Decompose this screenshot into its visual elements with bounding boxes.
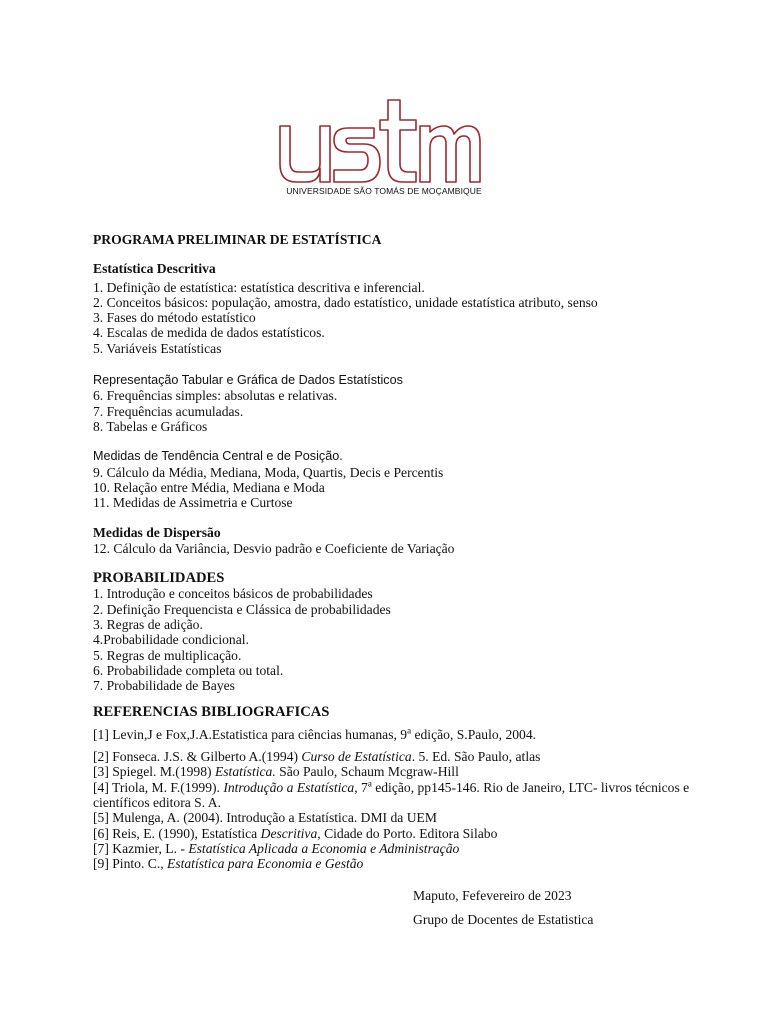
list-item: 2. Definição Frequencista e Clássica de probabilidades xyxy=(93,601,391,617)
list-item: 11. Medidas de Assimetria e Curtose xyxy=(93,495,293,511)
list-item: 4. Escalas de medida de dados estatísticos. xyxy=(93,325,325,341)
reference-item: [3] Spiegel. M.(1998) Estatística. São Paulo, Schaum Mcgraw-Hill xyxy=(93,764,459,780)
reference-item: [4] Triola, M. F.(1999). Introdução a Estatística, 7$^a$ edição, pp145-146. Rio de Janeiro, LTC- livros técnicos e científicos editora S. A. xyxy=(93,778,690,810)
list-item: 2. Conceitos básicos: população, amostra, dado estatístico, unidade estatística atributo, senso xyxy=(93,294,598,310)
list-item: 4.Probabilidade condicional. xyxy=(93,632,249,648)
section-title: PROBABILIDADES xyxy=(93,570,225,587)
reference-item: [9] Pinto. C., Estatística para Economia e Gestão xyxy=(93,856,364,872)
list-item: 5. Regras de multiplicação. xyxy=(93,647,242,663)
references-section xyxy=(93,705,713,871)
section-dispersao xyxy=(93,525,713,556)
page-title: PROGRAMA PRELIMINAR DE ESTATÍSTICA xyxy=(93,232,382,247)
reference-item: [7] Kazmier, L. - Estatística Aplicada a Economia e Administração xyxy=(93,840,460,856)
section-title: Estatística Descritiva xyxy=(93,261,216,277)
list-item: 10. Relação entre Média, Mediana e Moda xyxy=(93,479,325,495)
section-title: Medidas de Dispersão xyxy=(93,525,221,541)
list-item: 3. Fases do método estatístico xyxy=(93,310,256,326)
list-item: 5. Variáveis Estatísticas xyxy=(93,340,222,356)
reference-item: [2] Fonseca. J.S. & Gilberto A.(1994) Curso de Estatística. 5. Ed. São Paulo, atlas xyxy=(93,749,541,765)
section-title: Representação Tabular e Gráfica de Dados Estatísticos xyxy=(93,373,403,388)
section-probabilidades xyxy=(93,571,713,693)
list-item: 9. Cálculo da Média, Mediana, Moda, Quartis, Decis e Percentis xyxy=(93,464,444,480)
list-item: 7. Probabilidade de Bayes xyxy=(93,678,235,694)
place-date: Maputo, Fefevereiro de 2023 xyxy=(413,888,572,903)
list-item: 7. Frequências acumuladas. xyxy=(93,403,244,419)
reference-item: [1] Levin,J e Fox,J.A.Estatistica para ciências humanas, 9$^a$ edição, S.Paulo, 2004. xyxy=(93,725,537,742)
university-name: UNIVERSIDADE SÃO TOMÁS DE MOÇAMBIQUE xyxy=(286,186,482,196)
list-item: 1. Introdução e conceitos básicos de probabilidades xyxy=(93,586,373,602)
signature-group: Grupo de Docentes de Estatistica xyxy=(413,912,594,927)
list-item: 1. Definição de estatística: estatística descritiva e inferencial. xyxy=(93,279,425,295)
section-estatistica-descritiva xyxy=(93,261,713,356)
list-item: 6. Probabilidade completa ou total. xyxy=(93,662,284,678)
references-title: REFERENCIAS BIBLIOGRAFICAS xyxy=(93,704,330,721)
list-item: 6. Frequências simples: absolutas e relativas. xyxy=(93,388,338,404)
reference-item: [5] Mulenga, A. (2004). Introdução a Estatística. DMI da UEM xyxy=(93,810,437,826)
reference-item: [6] Reis, E. (1990), Estatística Descritiva, Cidade do Porto. Editora Silabo xyxy=(93,825,498,841)
list-item: 3. Regras de adição. xyxy=(93,616,203,632)
list-item: 12. Cálculo da Variância, Desvio padrão e Coeficiente de Variação xyxy=(93,540,455,556)
ustm-logo-icon xyxy=(276,98,482,190)
document-body xyxy=(93,232,713,871)
section-title: Medidas de Tendência Central e de Posição. xyxy=(93,449,343,464)
section-representacao xyxy=(93,373,713,434)
section-tendencia-central xyxy=(93,449,713,510)
list-item: 8. Tabelas e Gráficos xyxy=(93,418,208,434)
